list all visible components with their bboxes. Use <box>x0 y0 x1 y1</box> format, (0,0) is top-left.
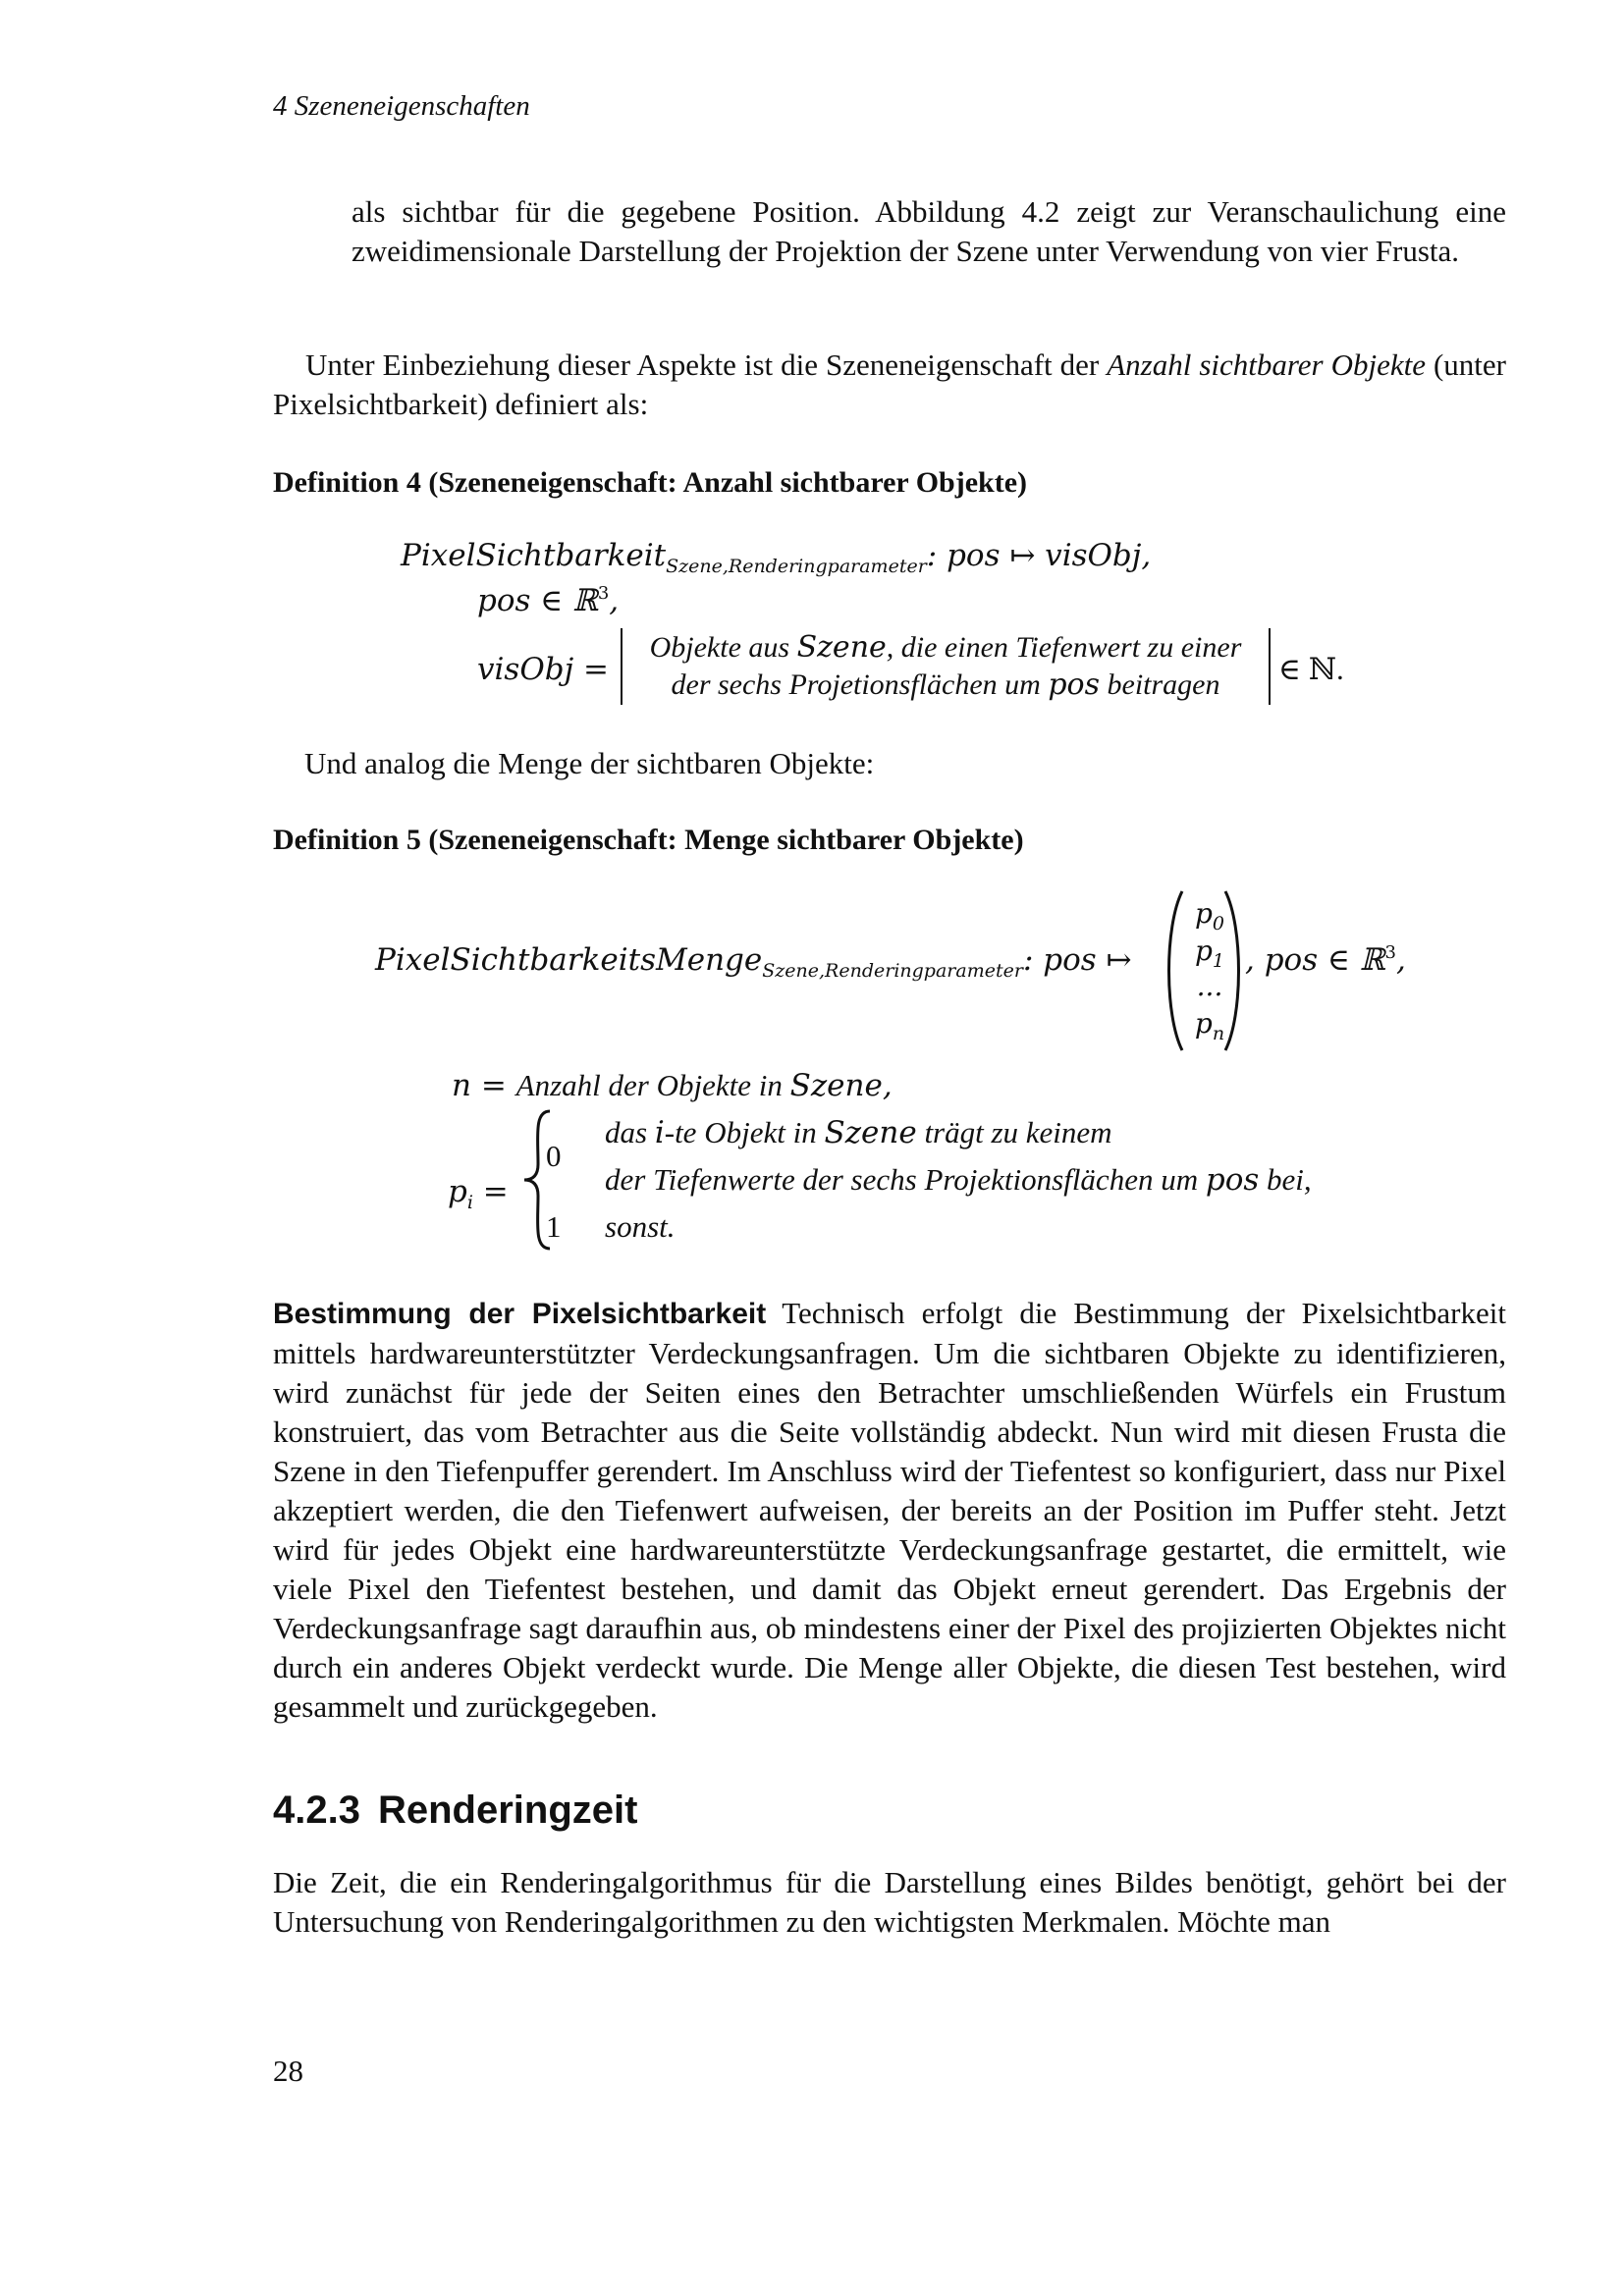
def5-domain-comma: , <box>1396 942 1406 978</box>
def4-function-line <box>401 538 1151 577</box>
def5-function-line <box>375 942 1131 982</box>
pi-equals: = <box>472 1174 509 1209</box>
vector-entry-dots: ... <box>1196 970 1223 1002</box>
vector-entry-subscript: n <box>1212 1023 1225 1044</box>
section-heading <box>273 1789 637 1833</box>
section-number: 4.2.3 <box>273 1789 360 1832</box>
n-comma: , <box>882 1068 893 1103</box>
case0-c: trägt zu keinem <box>916 1115 1112 1149</box>
para2-emphasis: Anzahl sichtbarer Objekte <box>1107 347 1426 382</box>
vector-entry-pn: $p_n$ <box>1194 1007 1225 1044</box>
case0-b: -te Objekt in <box>664 1115 825 1149</box>
def4-visobj-rhs: ∈ ℕ. <box>1278 652 1344 686</box>
n-text: Anzahl der Objekte in <box>515 1068 790 1102</box>
def4-line1-szene: Szene <box>796 630 887 665</box>
definition-4-heading: Definition 4 (Szeneneigenschaft: Anzahl sichtbarer Objekte) <box>273 466 1028 499</box>
vector-entry-subscript: 0 <box>1212 913 1225 934</box>
def5-mapping: : pos ↦ <box>1022 942 1132 978</box>
pi-subscript: i <box>466 1192 473 1213</box>
paragraph-pixelsichtbarkeit <box>273 1294 1506 1727</box>
page-number: 28 <box>273 2054 303 2088</box>
paragraph-continuation: als sichtbar für die gegebene Position. Abbildung 4.2 zeigt zur Veranschaulichung eine zweidimensionale Darstellung der Projektion der Szene unter Verwendung von vier Frusta. <box>352 194 1506 268</box>
case0-line2-pos: pos <box>1205 1162 1260 1198</box>
para2-text-after: (unter Pixelsichtbarkeit) definiert als: <box>273 347 1506 421</box>
def4-visobj-lhs: visObj = <box>477 652 610 687</box>
def5-n-definition <box>452 1068 893 1103</box>
case0-szene: Szene <box>824 1115 917 1150</box>
vector-entry-p0: $p_0$ <box>1194 897 1225 934</box>
def4-domain-line <box>477 583 619 618</box>
def4-func-name: PixelSichtbarkeit <box>401 538 667 573</box>
case1-value: 1 <box>546 1209 562 1244</box>
def4-line2-a: der sechs Projetionsflächen um <box>671 668 1049 701</box>
def4-mapping: : pos ↦ visObj, <box>926 538 1152 573</box>
case0-i: i <box>654 1115 665 1150</box>
vector-entry-subscript: 1 <box>1212 950 1225 972</box>
def4-line2-b: beitragen <box>1100 668 1220 701</box>
def5-after-vector: , pos ∈ ℝ <box>1245 942 1385 978</box>
case0-line2-a: der Tiefenwerte der sechs Projektionsflächen um <box>605 1162 1206 1197</box>
def4-domain-comma: , <box>609 583 620 618</box>
case1-condition: sonst. <box>605 1209 676 1244</box>
def4-line2-pos: pos <box>1048 667 1100 702</box>
case0-a: das <box>605 1115 655 1149</box>
case0-value: 0 <box>546 1139 562 1173</box>
paragraph-renderingzeit: Die Zeit, die ein Renderingalgorithmus für die Darstellung eines Bildes benötigt, gehört bei der Untersuchung von Renderingalgorithmen zu den wichtigsten Merkmalen. Möchte man <box>273 1865 1506 1939</box>
def4-domain-exponent: 3 <box>597 583 610 604</box>
def4-line1-b: , die einen Tiefenwert zu einer <box>886 631 1242 664</box>
def5-domain <box>1245 942 1406 978</box>
def5-pi-lhs <box>448 1174 509 1213</box>
para4-text: Technisch erfolgt die Bestimmung der Pixelsichtbarkeit mittels hardwareunterstützter Verdeckungsanfragen. Um die sichtbaren Objekte zu identifizieren, wird zunächst für jede der Seiten eines den Betrachter umschließenden Würfels ein Frustum konstruiert, das vom Betrachter aus die Seite vollständig abdeckt. Nun wird mit diesen Frusta die Szene in den Tiefenpuffer gerendert. Im Anschluss wird der Tiefentest so konfiguriert, dass nur Pixel akzeptiert werden, die den Tiefenwert aufweisen, der bereits an der Position im Puffer steht. Jetzt wird für jedes Objekt eine hardwareunterstützte Verdeckungsanfrage gestartet, die ermittelt, wie viele Pixel den Tiefentest bestehen, und damit das Objekt erneut gerendert. Das Ergebnis der Verdeckungsanfrage sagt daraufhin aus, ob mindestens einer der Pixel des projizierten Objektes nicht durch ein anderes Objekt verdeckt wurde. Die Menge aller Objekte, die diesen Test bestehen, wird gesammelt und zurückgegeben. <box>273 1296 1506 1724</box>
n-lhs: n = <box>452 1068 516 1103</box>
running-header: 4 Szeneneigenschaften <box>273 90 530 122</box>
def4-set-description-line2 <box>626 667 1265 702</box>
definition-5-heading: Definition 5 (Szeneneigenschaft: Menge sichtbarer Objekte) <box>273 824 1024 856</box>
case0-condition-line2 <box>605 1162 1312 1198</box>
case0-line2-b: bei, <box>1259 1162 1312 1197</box>
section-title: Renderingzeit <box>377 1789 638 1832</box>
def4-line1-a: Objekte aus <box>649 631 797 664</box>
para2-text-before: Unter Einbeziehung dieser Aspekte ist die Szeneneigenschaft der <box>305 347 1108 382</box>
n-szene: Szene <box>789 1068 883 1103</box>
def5-domain-exponent: 3 <box>1384 942 1396 963</box>
vector-left-paren <box>1169 891 1183 1050</box>
def4-cardinality-bar-left <box>621 628 623 705</box>
pi-symbol: p <box>448 1174 467 1209</box>
def4-set-description-line1 <box>626 630 1265 665</box>
vector-entry-p1: $p_1$ <box>1194 934 1225 972</box>
case0-condition-line1 <box>605 1115 1112 1150</box>
def5-func-name: PixelSichtbarkeitsMenge <box>375 942 763 978</box>
runin-heading: Bestimmung der Pixelsichtbarkeit <box>273 1298 767 1330</box>
paragraph-definition-intro <box>273 346 1506 424</box>
paragraph-analog: Und analog die Menge der sichtbaren Objekte: <box>304 746 875 780</box>
def5-func-subscript: Szene,Renderingparameter <box>762 960 1023 982</box>
def4-cardinality-bar-right <box>1269 628 1271 705</box>
def4-domain: pos ∈ ℝ <box>477 583 598 618</box>
def4-func-subscript: Szene,Renderingparameter <box>666 556 927 577</box>
